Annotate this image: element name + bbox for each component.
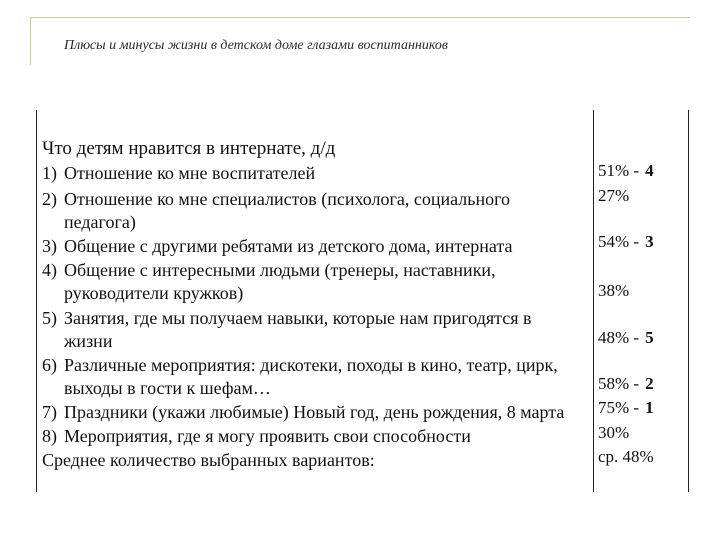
list-item: [42, 401, 564, 423]
item-text: Отношение ко мне специалистов (психолога, социального: [64, 189, 511, 209]
frame-left-line: [30, 17, 31, 65]
percentage-value: 38%: [598, 281, 630, 300]
item-number: 7): [42, 402, 57, 422]
table-heading: Что детям нравится в интернате, д/д: [42, 138, 336, 159]
percentage-value: 30%: [598, 423, 630, 442]
slide-title: Плюсы и минусы жизни в детском доме глазами воспитанников: [64, 38, 448, 53]
item-text: Отношение ко мне воспитателей: [64, 163, 316, 183]
percentage-cell: [598, 397, 654, 419]
summary-label: Среднее количество выбранных вариантов:: [42, 450, 375, 470]
percentage-cell: [598, 280, 629, 302]
list-item: [42, 354, 558, 376]
item-text: Мероприятия, где я могу проявить свои способности: [64, 426, 471, 446]
percentage-value: 54% -: [598, 232, 640, 251]
list-item: [42, 425, 471, 447]
item-continuation: жизни: [64, 331, 113, 351]
percentage-value: 48% -: [598, 328, 640, 347]
percentage-cell: [598, 185, 629, 207]
percentage-value: 58% -: [598, 374, 640, 393]
item-number: 6): [42, 355, 57, 375]
item-continuation: руководители кружков): [64, 283, 244, 303]
percentage-value: 27%: [598, 186, 630, 205]
percentage-value: 75% -: [598, 398, 640, 417]
rank-value: 5: [645, 328, 654, 347]
percentage-cell: [598, 446, 654, 468]
item-text: Занятия, где мы получаем навыки, которые нам пригодятся в: [64, 308, 532, 328]
item-text: Общение с другими ребятами из детского дома, интерната: [64, 236, 513, 256]
rank-value: 2: [645, 374, 654, 393]
average-value: ср. 48%: [598, 447, 654, 466]
percentage-cell: [598, 373, 654, 395]
percentage-cell: [598, 160, 654, 182]
rank-value: 4: [645, 161, 654, 180]
item-number: 3): [42, 236, 57, 256]
list-item: [42, 259, 496, 281]
list-item: [42, 307, 532, 329]
table-left-rule: [36, 110, 37, 492]
frame-top-line: [30, 17, 690, 18]
list-item: [42, 235, 512, 257]
list-item: [42, 162, 315, 184]
item-continuation: педагога): [64, 212, 136, 232]
percentage-cell: [598, 231, 654, 253]
item-number: 1): [42, 163, 57, 183]
list-item: [42, 188, 510, 210]
item-number: 5): [42, 308, 57, 328]
percentage-cell: [598, 327, 654, 349]
item-text: Общение с интересными людьми (тренеры, наставники,: [64, 260, 496, 280]
table-middle-rule: [593, 110, 594, 492]
item-continuation: выходы в гости к шефам…: [64, 378, 271, 398]
rank-value: 1: [645, 398, 654, 417]
item-number: 2): [42, 189, 57, 209]
item-text: Различные мероприятия: дискотеки, походы в кино, театр, цирк,: [64, 355, 558, 375]
table-right-rule: [688, 110, 689, 492]
rank-value: 3: [645, 232, 654, 251]
item-text: Праздники (укажи любимые) Новый год, день рождения, 8 марта: [64, 402, 565, 422]
percentage-cell: [598, 422, 629, 444]
percentage-value: 51% -: [598, 161, 640, 180]
item-number: 4): [42, 260, 57, 280]
item-number: 8): [42, 426, 57, 446]
